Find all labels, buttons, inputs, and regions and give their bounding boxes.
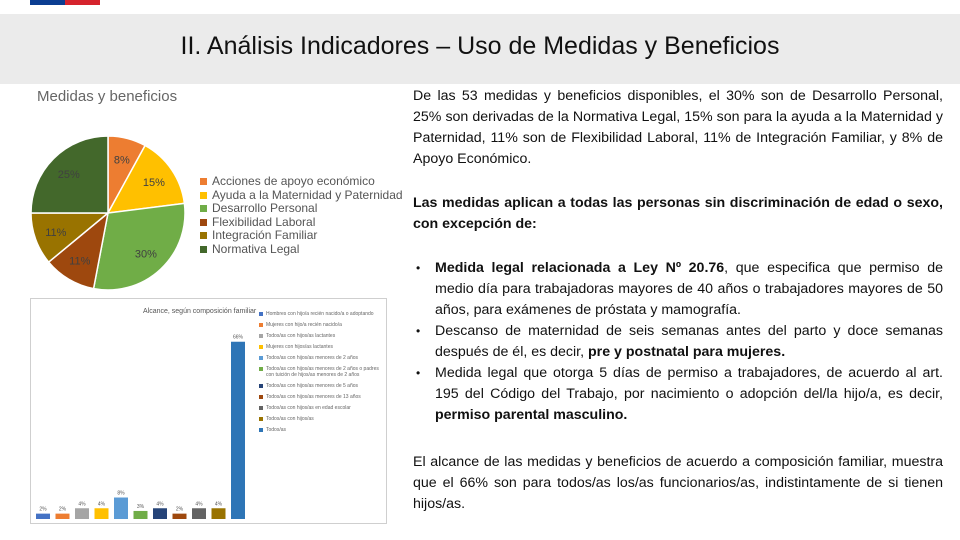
bullet-3-bold: permiso parental masculino.: [435, 407, 628, 423]
legend-item: [200, 229, 403, 243]
legend-swatch: [200, 205, 207, 212]
legend-item: [259, 311, 384, 317]
flag-red-segment: [65, 0, 100, 5]
legend-label: Normativa Legal: [212, 241, 300, 256]
legend-item: [259, 355, 384, 361]
bar-data-label: 4%: [97, 501, 106, 508]
legend-item: [259, 322, 384, 328]
legend-label: Acciones de apoyo económico: [212, 174, 375, 188]
bar-data-label: 8%: [117, 490, 125, 497]
legend-swatch: [259, 323, 263, 327]
legend-item: [200, 216, 403, 230]
pie-data-label: 11%: [45, 226, 67, 239]
legend-item: [259, 394, 384, 400]
bar-data-label: 2%: [58, 506, 67, 513]
legend-swatch: [259, 417, 263, 421]
legend-label: Mujeres con hijos/as lactantes: [266, 344, 333, 350]
legend-swatch: [259, 367, 263, 371]
legend-swatch: [200, 192, 207, 199]
legend-swatch: [200, 219, 207, 226]
legend-label: Todos/as: [266, 427, 287, 433]
legend-label: Desarrollo Personal: [212, 201, 318, 215]
legend-item: [259, 344, 384, 350]
list-item: [413, 321, 943, 363]
bullet-1-text: , que especifica que permiso de medio día para trabajadoras mayores de 40 años o trabajadores mayores de 50 años, para exámenes de próstata y mamografía.: [435, 260, 943, 318]
bar: [231, 342, 245, 519]
legend-item: [200, 243, 403, 257]
slide-title: II. Análisis Indicadores – Uso de Medidas y Beneficios: [180, 32, 780, 60]
bar-chart-panel: [30, 298, 387, 524]
legend-label: Ayuda a la Maternidad y Paternidad: [212, 187, 403, 202]
legend-item: [259, 427, 384, 433]
legend-swatch: [259, 406, 263, 410]
legend-label: Todos/as con hijos/as lactantes: [266, 333, 336, 339]
legend-item: [200, 202, 403, 216]
bar-legend: [259, 311, 384, 438]
bar-data-label: 66%: [232, 334, 244, 341]
bar: [153, 508, 167, 519]
legend-label: Hombres con hijo/a recién nacido/a o adoptando: [266, 311, 374, 317]
pie-data-label: 25%: [57, 168, 80, 181]
pie-data-label: 15%: [142, 176, 165, 189]
bar-data-label: 2%: [175, 506, 184, 513]
legend-swatch: [259, 428, 263, 432]
list-item: [413, 258, 943, 321]
bar: [114, 498, 128, 519]
legend-label: Integración Familiar: [212, 228, 318, 242]
bullet-2-bold: pre y postnatal para mujeres.: [588, 344, 786, 360]
bar-data-label: 4%: [156, 501, 164, 508]
exceptions-list: [413, 258, 943, 426]
legend-label: Todos/as con hijos/as menores de 5 años: [266, 383, 358, 389]
legend-swatch: [200, 178, 207, 185]
legend-label: Todos/as con hijos/as: [266, 416, 314, 422]
legend-item: [259, 383, 384, 389]
exceptions-intro-text: Las medidas aplican a todas las personas sin discriminación de edad o sexo, con excepción de:: [413, 195, 943, 232]
legend-item: [259, 333, 384, 339]
slide-header: [0, 14, 960, 84]
legend-label: Todos/as con hijos/as menores de 13 años: [266, 394, 361, 400]
bar-data-label: 3%: [136, 503, 145, 510]
flag-stripe: [0, 0, 960, 14]
bar: [36, 514, 50, 519]
legend-swatch: [259, 312, 263, 316]
bar: [56, 514, 70, 519]
bar: [75, 508, 89, 519]
bar-data-label: 2%: [39, 506, 47, 513]
legend-swatch: [259, 384, 263, 388]
legend-swatch: [259, 395, 263, 399]
legend-label: Todos/as con hijos/as menores de 2 años o padres con tuición de hijos/as menores de 2 años: [266, 366, 379, 378]
family-scope-text: El alcance de las medidas y beneficios de acuerdo a composición familiar, muestra que el 66% son para todos/as los/as funcionarios/as,: [413, 454, 943, 491]
bullet-1-bold: Medida legal relacionada a Ley Nº 20.76: [435, 260, 725, 276]
bar-chart-title: Alcance, según composición familiar: [143, 308, 257, 315]
legend-swatch: [200, 246, 207, 253]
bar-data-label: 4%: [78, 501, 86, 508]
pie-data-label: 11%: [69, 255, 91, 268]
pie-legend: [200, 175, 403, 256]
legend-label: Todos/as con hijos/as menores de 2 años: [266, 355, 358, 361]
paragraph-family-scope: [413, 452, 943, 515]
bar: [192, 508, 206, 519]
pie-chart-title: Medidas y beneficios: [37, 88, 178, 105]
legend-item: [259, 405, 384, 411]
pie-data-label: 8%: [113, 154, 130, 167]
bar: [134, 511, 148, 519]
legend-item: [200, 175, 403, 189]
legend-swatch: [259, 345, 263, 349]
bullet-3-text: Medida legal que otorga 5 días de permiso a trabajadores, de acuerdo al art. 195 del Código del Trabajo, por nacimiento o adopción del/la hijo/a, es decir,: [435, 365, 943, 402]
legend-item: [200, 189, 403, 203]
bar-data-label: 4%: [195, 501, 203, 508]
bar-data-label: 4%: [214, 501, 223, 508]
family-scope-text-end: indistintamente de si tienen hijos/as.: [413, 475, 943, 512]
bullet-2-text: Descanso de maternidad de seis semanas antes del parto y doce semanas después de él, es decir,: [435, 323, 943, 360]
legend-swatch: [259, 334, 263, 338]
paragraph-summary: De las 53 medidas y beneficios disponibles, el 30% son de Desarrollo Personal, 25% son derivadas de la Normativa Legal, 15% son para la ayuda a la Maternidad y Paternidad, 11% son de Flexibilidad Laboral, 11% de Integración Familiar, y 8% de Apoyo Económico.: [413, 88, 943, 167]
bar: [95, 508, 109, 519]
pie-chart: [20, 125, 200, 295]
bar: [212, 508, 226, 519]
flag-blue-segment: [30, 0, 65, 5]
pie-data-label: 30%: [134, 248, 157, 261]
legend-label: Mujeres con hijo/a recién nacido/a: [266, 322, 342, 328]
legend-label: Todos/as con hijos/as en edad escolar: [266, 405, 351, 411]
legend-label: Flexibilidad Laboral: [212, 214, 316, 229]
list-item: [413, 363, 943, 426]
legend-item: [259, 366, 384, 378]
legend-swatch: [200, 232, 207, 239]
legend-swatch: [259, 356, 263, 360]
bar: [173, 514, 187, 519]
paragraph-exceptions-intro: [413, 193, 943, 235]
legend-item: [259, 416, 384, 422]
